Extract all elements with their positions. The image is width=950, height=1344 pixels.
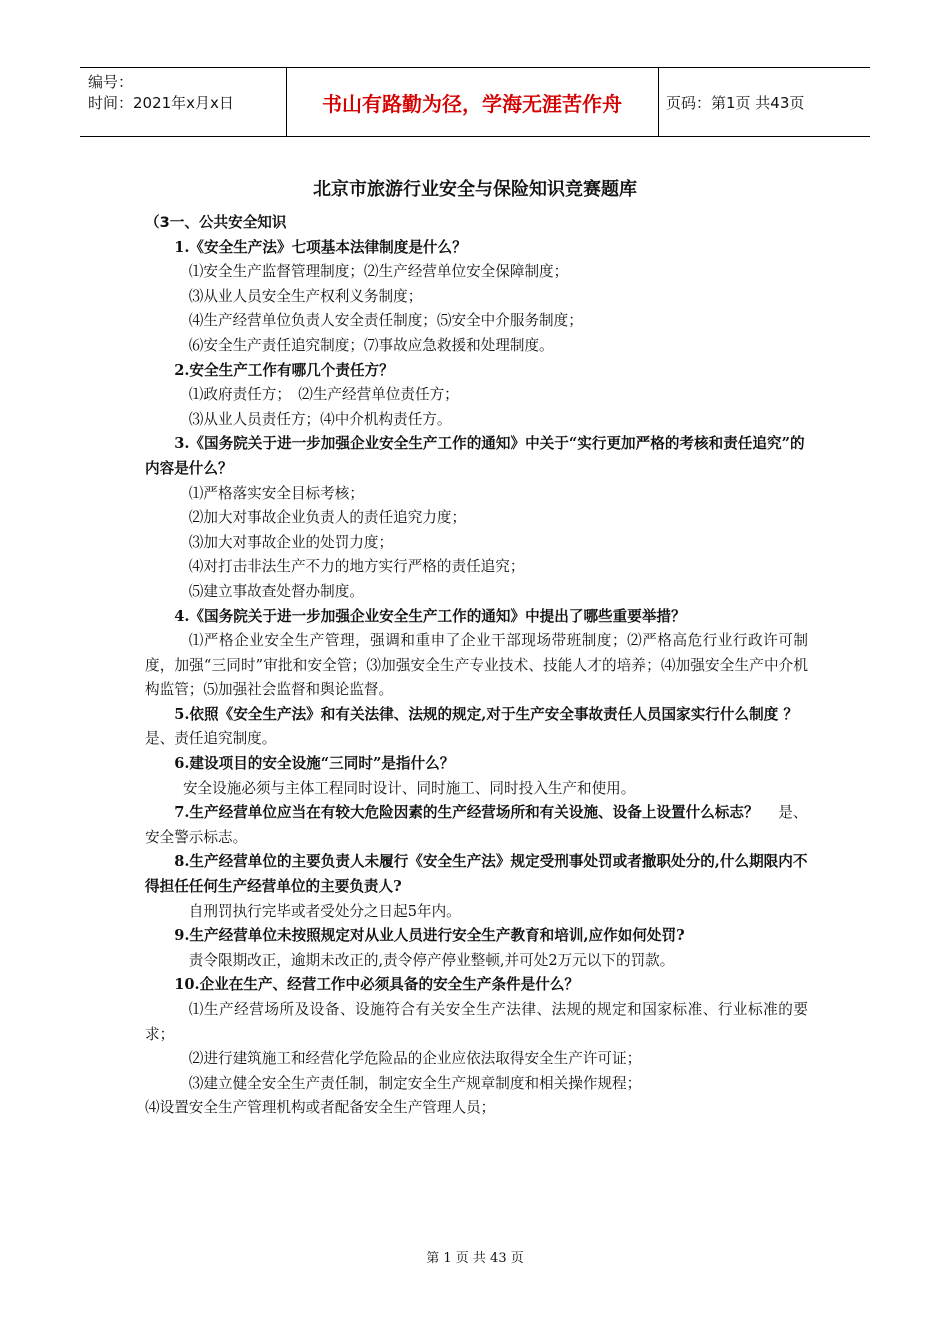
header-meta [88,72,286,114]
question-10: 10.企业在生产、经营工作中必须具备的安全生产条件是什么？ [174,976,580,994]
answer-line: ⑷对打击非法生产不力的地方实行严格的责任追究； [188,558,525,576]
header-divider [658,68,659,136]
answer-line: ⑴安全生产监督管理制度；⑵生产经营单位安全保障制度； [188,263,569,281]
question-text: 7.生产经营单位应当在有较大危险因素的生产经营场所和有关设施、设备上设置什么标志？ [174,804,759,822]
document-body [145,211,808,1121]
answer-paragraph: ⑵进行建筑施工和经营化学危险品的企业应依法取得安全生产许可证； [188,1050,642,1068]
document-title: 北京市旅游行业安全与保险知识竞赛题库 [313,179,637,200]
answer-line: 安全设施必须与主体工程同时设计、同时施工、同时投入生产和使用。 [182,779,636,797]
inline-answer: 是、责任追究制度。 [145,730,277,748]
question-9: 9.生产经营单位未按照规定对从业人员进行安全生产教育和培训,应作如何处罚? [174,927,685,945]
answer-line: ⑷设置安全生产管理机构或者配备安全生产管理人员； [145,1099,496,1117]
question-1: 1.《安全生产法》七项基本法律制度是什么？ [174,238,467,256]
answer-line: ⑹安全生产责任追究制度；⑺事故应急救援和处理制度。 [188,336,554,354]
answer-line: ⑸建立事故查处督办制度。 [188,582,364,600]
doc-time: 时间：2021年x月x日 [88,94,234,112]
answer-paragraph: 责令限期改正，逾期未改正的,责令停产停业整顿,并可处2万元以下的罚款。 [188,951,675,969]
answer-line: ⑵加大对事故企业负责人的责任追究力度； [188,509,467,527]
answer-line: 自刑罚执行完毕或者受处分之日起5年内。 [188,902,461,920]
answer-paragraph: ⑴严格企业安全生产管理，强调和重申了企业干部现场带班制度；⑵严格高危行业行政许可制度，加强“三同时”审批和安全管；⑶加强安全生产专业技术、技能人才的培养；⑷加强安全生产中介机构监管；⑸加强社会监督和舆论监督。 [145,632,808,699]
inline-answer: 是、安全警示标志。 [145,804,808,846]
answer-line: ⑶从业人员安全生产权利义务制度； [188,287,423,305]
page-footer: 第 1 页 共 43 页 [426,1251,524,1266]
question-7 [145,801,808,850]
page-header [80,67,870,137]
question-2: 2.安全生产工作有哪几个责任方？ [174,361,394,379]
answer-line: ⑶加大对事故企业的处罚力度； [188,533,394,551]
question-4: 4.《国务院关于进一步加强企业安全生产工作的通知》中提出了哪些重要举措？ [174,607,686,625]
question-text: 5.依照《安全生产法》和有关法律、法规的规定,对于生产安全事故责任人员国家实行什么制度 ？ [174,705,798,723]
answer-line: ⑴政府责任方； ⑵生产经营单位责任方； [188,386,459,404]
header-motto: 书山有路勤为径，学海无涯苦作舟 [322,91,622,116]
question-6: 6.建设项目的安全设施“三同时”是指什么？ [174,755,455,773]
section-heading: （3一、公共安全知识 [145,214,287,231]
answer-line: ⑴严格落实安全目标考核； [188,484,364,502]
question-3: 3.《国务院关于进一步加强企业安全生产工作的通知》中关于“实行更加严格的考核和责任追究”的内容是什么？ [145,435,805,477]
answer-line: ⑶从业人员责任方；⑷中介机构责任方。 [188,410,452,428]
doc-number-label: 编号： [88,73,134,91]
answer-paragraph: ⑶建立健全安全生产责任制，制定安全生产规章制度和相关操作规程； [188,1074,642,1092]
header-page-info: 页码：第1页 共43页 [666,93,805,112]
question-5 [145,703,808,752]
question-8: 8.生产经营单位的主要负责人未履行《安全生产法》规定受刑事处罚或者撤职处分的,什么期限内不得担任任何生产经营单位的主要负责人? [145,853,808,896]
answer-paragraph: ⑴生产经营场所及设备、设施符合有关安全生产法律、法规的规定和国家标准、行业标准的要求； [145,1001,808,1043]
answer-line: ⑷生产经营单位负责人安全责任制度；⑸安全中介服务制度； [188,312,583,330]
